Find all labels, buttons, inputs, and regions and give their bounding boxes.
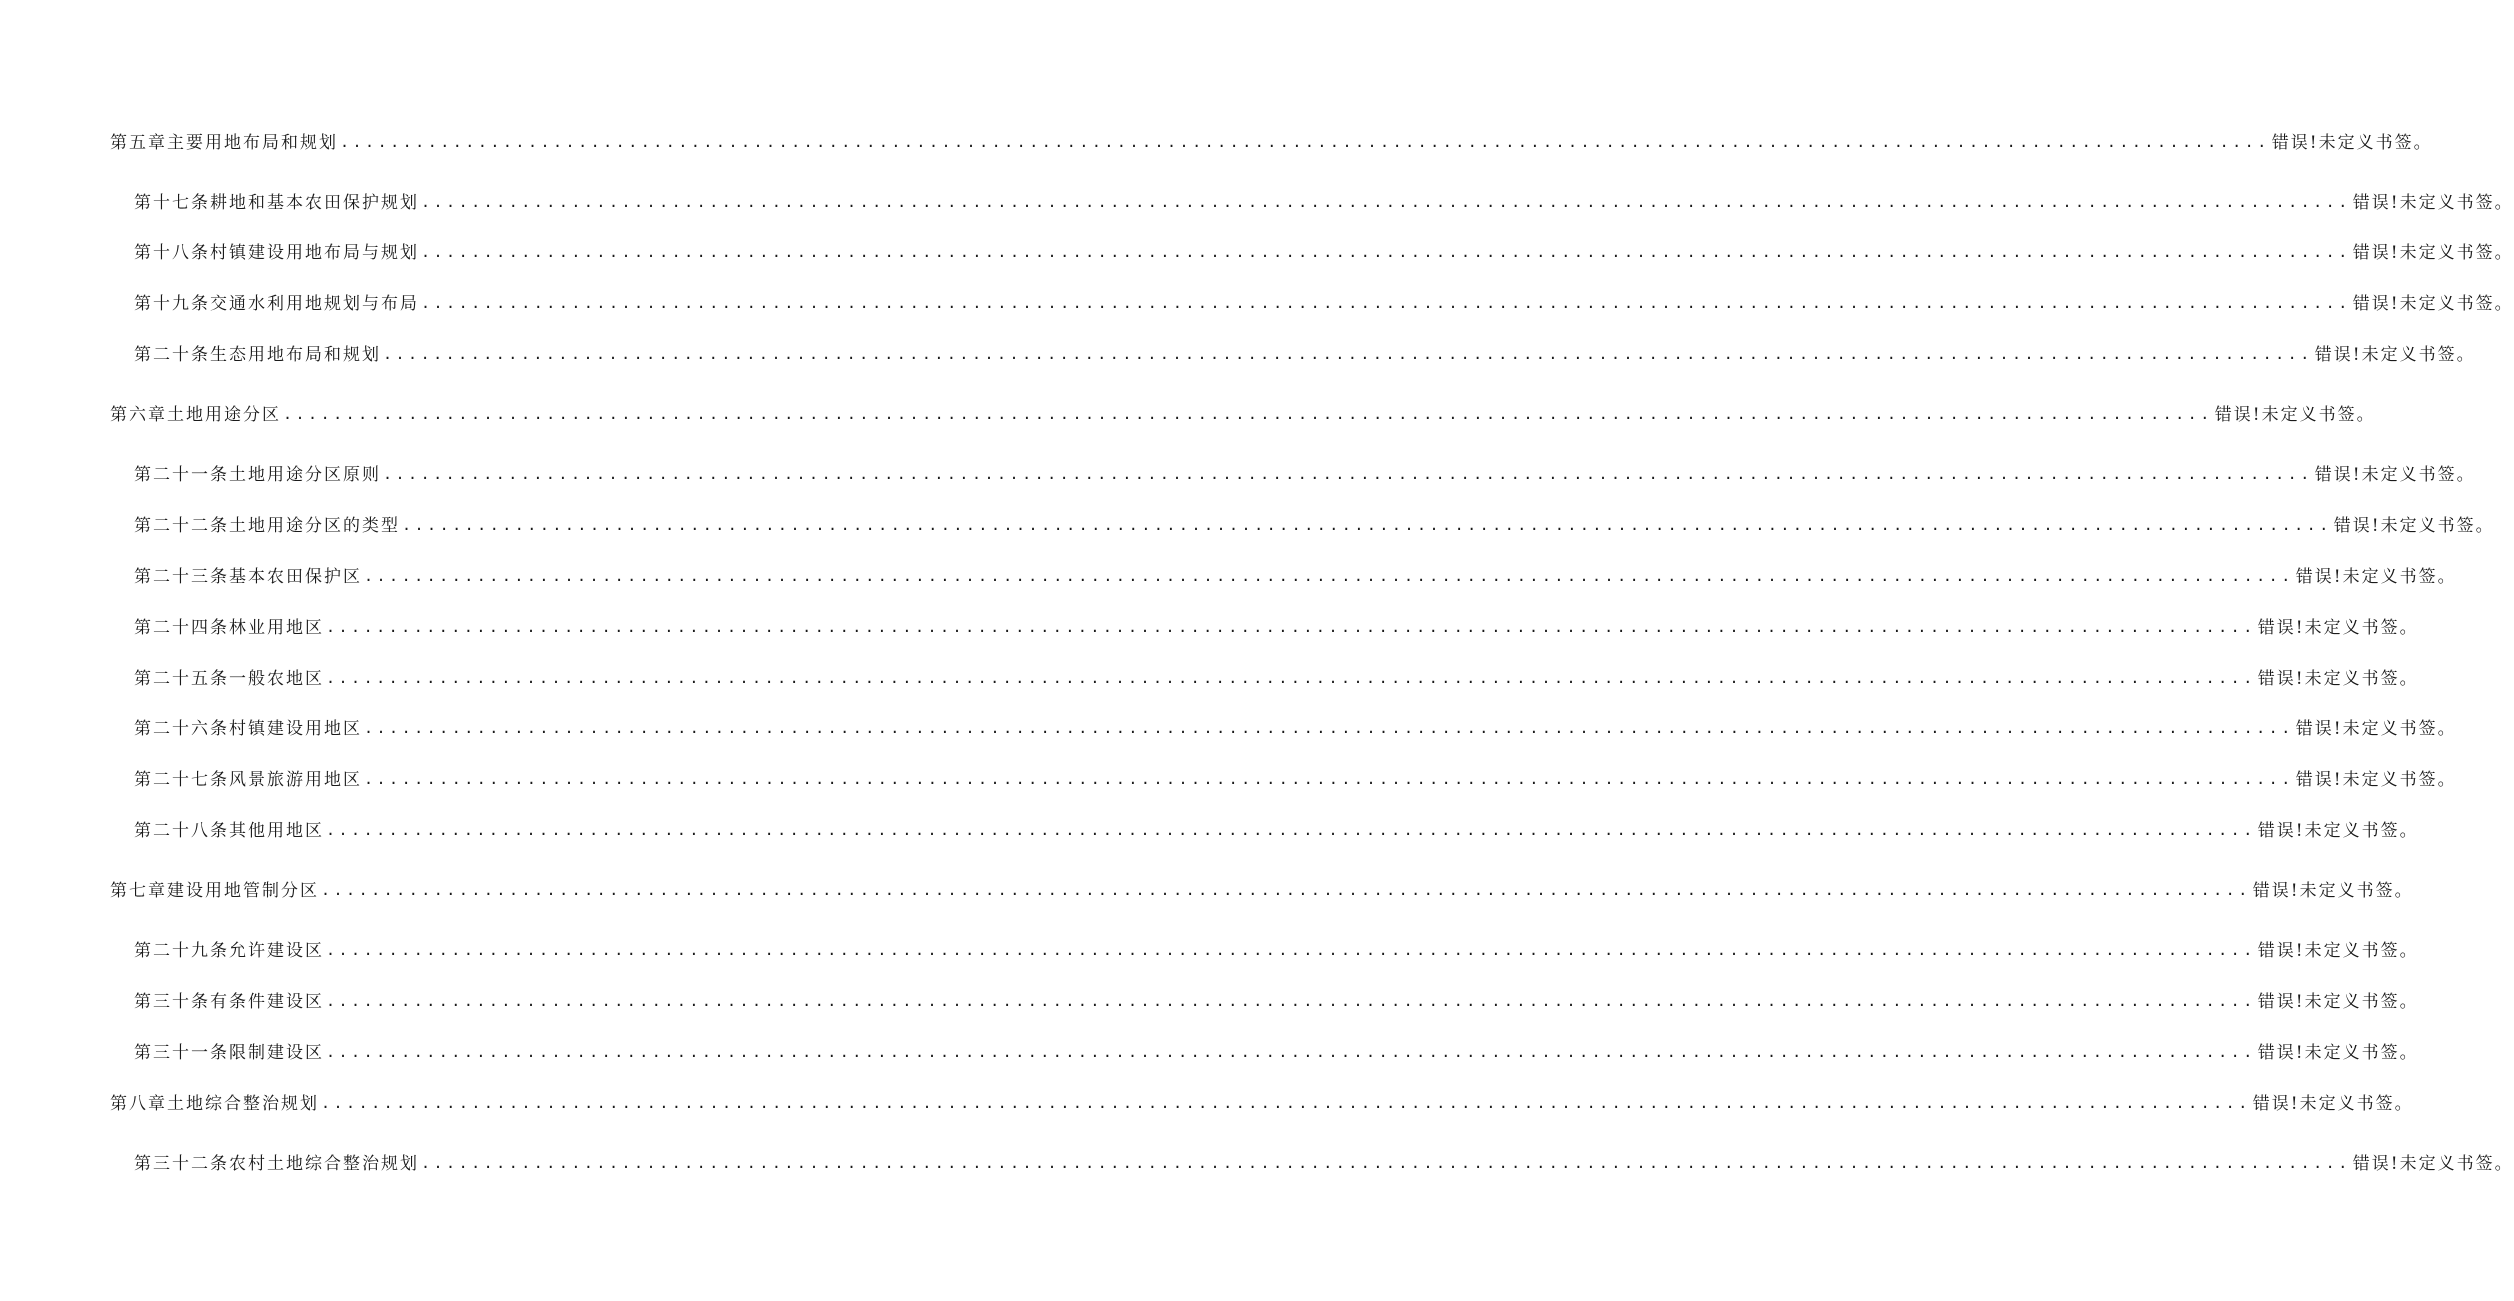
toc-entry[interactable] <box>110 1086 2414 1116</box>
toc-entry[interactable] <box>134 559 2457 589</box>
toc-leader-dots: .......................................................................................................................................................... <box>326 992 2256 1010</box>
toc-entry-title: 第二十条生态用地布局和规划 <box>134 344 381 365</box>
toc-entry[interactable] <box>110 397 2376 427</box>
toc-entry[interactable] <box>134 286 2514 316</box>
toc-entry[interactable] <box>134 508 2495 538</box>
toc-leader-dots: .......................................................................................................................................................... <box>326 821 2256 839</box>
toc-leader-dots: .......................................................................................................................................................... <box>402 516 2332 534</box>
toc-entry-page: 错误!未定义书签。 <box>2271 132 2433 153</box>
toc-entry-title: 第二十六条村镇建设用地区 <box>134 718 362 739</box>
toc-entry[interactable] <box>134 337 2476 367</box>
toc-entry-page: 错误!未定义书签。 <box>2252 1093 2414 1114</box>
toc-entry[interactable] <box>110 873 2414 903</box>
toc-leader-dots: .......................................................................................................................................................... <box>364 719 2294 737</box>
toc-leader-dots: .......................................................................................................................................................... <box>321 881 2251 899</box>
toc-leader-dots: .......................................................................................................................................................... <box>421 1154 2351 1172</box>
toc-entry[interactable] <box>134 762 2457 792</box>
toc-leader-dots: .......................................................................................................................................................... <box>421 193 2351 211</box>
toc-entry-page: 错误!未定义书签。 <box>2333 515 2495 536</box>
toc-leader-dots: .......................................................................................................................................................... <box>283 405 2213 423</box>
toc-leader-dots: .......................................................................................................................................................... <box>383 465 2313 483</box>
toc-entry-page: 错误!未定义书签。 <box>2352 1153 2514 1174</box>
toc-entry-title: 第八章土地综合整治规划 <box>110 1093 319 1114</box>
toc-leader-dots: .......................................................................................................................................................... <box>421 294 2351 312</box>
toc-entry-page: 错误!未定义书签。 <box>2214 404 2376 425</box>
toc-entry-title: 第三十条有条件建设区 <box>134 991 324 1012</box>
toc-entry-title: 第二十三条基本农田保护区 <box>134 566 362 587</box>
toc-entry-title: 第十七条耕地和基本农田保护规划 <box>134 192 419 213</box>
toc-entry-page: 错误!未定义书签。 <box>2257 820 2419 841</box>
toc-entry[interactable] <box>134 1035 2419 1065</box>
toc-entry-page: 错误!未定义书签。 <box>2314 464 2476 485</box>
toc-leader-dots: .......................................................................................................................................................... <box>326 618 2256 636</box>
toc-entry-page: 错误!未定义书签。 <box>2352 192 2514 213</box>
toc-entry-page: 错误!未定义书签。 <box>2257 668 2419 689</box>
toc-entry-title: 第二十七条风景旅游用地区 <box>134 769 362 790</box>
toc-entry-title: 第二十四条林业用地区 <box>134 617 324 638</box>
toc-leader-dots: .......................................................................................................................................................... <box>326 1043 2256 1061</box>
toc-entry-page: 错误!未定义书签。 <box>2352 242 2514 263</box>
toc-leader-dots: .......................................................................................................................................................... <box>364 567 2294 585</box>
toc-entry-title: 第五章主要用地布局和规划 <box>110 132 338 153</box>
toc-entry-page: 错误!未定义书签。 <box>2352 293 2514 314</box>
toc-leader-dots: .......................................................................................................................................................... <box>321 1094 2251 1112</box>
toc-leader-dots: .......................................................................................................................................................... <box>340 133 2270 151</box>
toc-entry[interactable] <box>134 933 2419 963</box>
toc-entry-title: 第六章土地用途分区 <box>110 404 281 425</box>
toc-entry-page: 错误!未定义书签。 <box>2295 769 2457 790</box>
toc-entry[interactable] <box>134 661 2419 691</box>
toc-entry[interactable] <box>134 813 2419 843</box>
toc-entry-title: 第七章建设用地管制分区 <box>110 880 319 901</box>
toc-entry-page: 错误!未定义书签。 <box>2257 940 2419 961</box>
toc-leader-dots: .......................................................................................................................................................... <box>326 669 2256 687</box>
toc-entry[interactable] <box>134 235 2514 265</box>
toc-entry-title: 第二十五条一般农地区 <box>134 668 324 689</box>
toc-entry-page: 错误!未定义书签。 <box>2314 344 2476 365</box>
toc-entry-title: 第三十一条限制建设区 <box>134 1042 324 1063</box>
toc-entry[interactable] <box>110 125 2433 155</box>
toc-entry[interactable] <box>134 984 2419 1014</box>
toc-entry[interactable] <box>134 185 2514 215</box>
toc-entry-page: 错误!未定义书签。 <box>2252 880 2414 901</box>
toc-entry[interactable] <box>134 457 2476 487</box>
toc-entry-title: 第十八条村镇建设用地布局与规划 <box>134 242 419 263</box>
toc-entry-page: 错误!未定义书签。 <box>2295 718 2457 739</box>
toc-leader-dots: .......................................................................................................................................................... <box>383 345 2313 363</box>
toc-entry-page: 错误!未定义书签。 <box>2257 617 2419 638</box>
toc-entry[interactable] <box>134 1146 2514 1176</box>
toc-entry-page: 错误!未定义书签。 <box>2257 1042 2419 1063</box>
toc-entry[interactable] <box>134 711 2457 741</box>
toc-entry-title: 第二十二条土地用途分区的类型 <box>134 515 400 536</box>
toc-entry-title: 第十九条交通水利用地规划与布局 <box>134 293 419 314</box>
toc-entry[interactable] <box>134 610 2419 640</box>
toc-leader-dots: .......................................................................................................................................................... <box>364 770 2294 788</box>
toc-entry-page: 错误!未定义书签。 <box>2257 991 2419 1012</box>
toc-leader-dots: .......................................................................................................................................................... <box>421 243 2351 261</box>
toc-leader-dots: .......................................................................................................................................................... <box>326 941 2256 959</box>
toc-entry-title: 第二十一条土地用途分区原则 <box>134 464 381 485</box>
toc-entry-title: 第二十九条允许建设区 <box>134 940 324 961</box>
toc-entry-title: 第二十八条其他用地区 <box>134 820 324 841</box>
toc-entry-title: 第三十二条农村土地综合整治规划 <box>134 1153 419 1174</box>
toc-entry-page: 错误!未定义书签。 <box>2295 566 2457 587</box>
